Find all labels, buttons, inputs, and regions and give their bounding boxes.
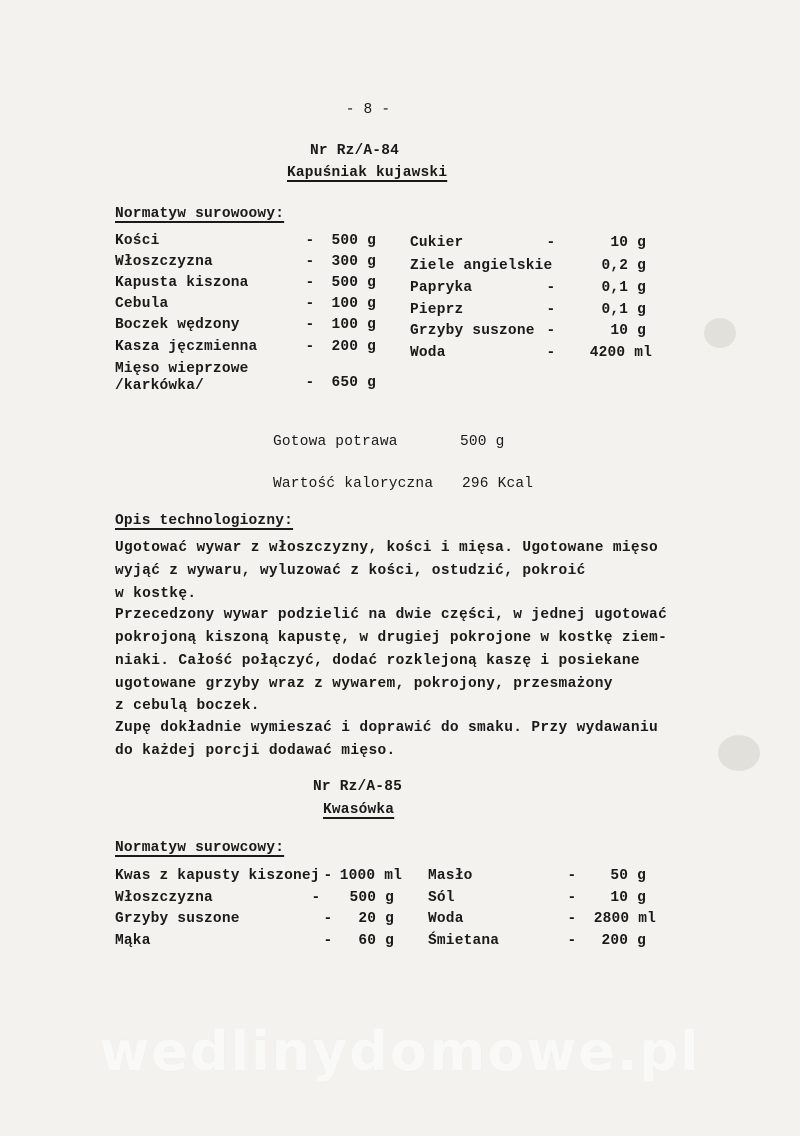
dash: - xyxy=(305,375,315,391)
ready-dish-label: Gotowa potrawa xyxy=(273,434,398,450)
normative-heading: Normatyw surowcowy: xyxy=(115,840,285,856)
ingredient-qty: 1000 ml xyxy=(339,868,402,884)
dash: - xyxy=(546,235,556,251)
description-line: Ugotować wywar z włoszczyzny, kości i mięsa. Ugotowane mięso xyxy=(115,540,659,556)
dash: - xyxy=(305,339,315,355)
ingredient-qty: 200 g xyxy=(601,933,646,949)
ingredient-name: Kapusta kiszona xyxy=(115,275,249,291)
recipe-number: Nr Rz/A-84 xyxy=(310,143,400,159)
ingredient-qty: 300 g xyxy=(331,254,376,270)
dash: - xyxy=(546,345,556,361)
ingredient-qty: 0,2 g xyxy=(601,258,646,274)
ingredient-name: Kasza jęczmienna xyxy=(115,339,258,355)
ingredient-name: Woda xyxy=(428,911,464,927)
ingredient-name: Grzyby suszone xyxy=(410,323,535,339)
dash: - xyxy=(311,890,321,906)
paper-mark xyxy=(718,735,760,771)
ingredient-name: Papryka xyxy=(410,280,473,296)
ingredient-qty: 200 g xyxy=(331,339,376,355)
calorie-label: Wartość kaloryczna xyxy=(273,476,434,492)
ingredient-name-cont: /karkówka/ xyxy=(115,378,205,394)
dash: - xyxy=(567,890,577,906)
ingredient-name: Woda xyxy=(410,345,446,361)
dash: - xyxy=(546,323,556,339)
ingredient-name: Pieprz xyxy=(410,302,464,318)
ingredient-name: Grzyby suszone xyxy=(115,911,240,927)
description-line: Przecedzony wywar podzielić na dwie części, w jednej ugotować xyxy=(115,607,668,623)
dash: - xyxy=(305,233,315,249)
ingredient-name: Cukier xyxy=(410,235,464,251)
dash: - xyxy=(323,933,333,949)
dash: - xyxy=(567,933,577,949)
normative-heading: Normatyw surowoowy: xyxy=(115,206,285,222)
ingredient-name: Włoszczyzna xyxy=(115,254,213,270)
description-line: w kostkę. xyxy=(115,586,197,602)
ingredient-qty: 0,1 g xyxy=(601,280,646,296)
ingredient-name: Mąka xyxy=(115,933,151,949)
ingredient-qty: 0,1 g xyxy=(601,302,646,318)
ingredient-qty: 10 g xyxy=(610,890,646,906)
ingredient-qty: 500 g xyxy=(331,275,376,291)
dash: - xyxy=(567,911,577,927)
ingredient-qty: 10 g xyxy=(610,323,646,339)
ingredient-name: Sól xyxy=(428,890,455,906)
watermark: wedlinydomowe.pl xyxy=(99,1020,701,1083)
ingredient-qty: 2800 ml xyxy=(593,911,656,927)
ingredient-name: Kości xyxy=(115,233,160,249)
description-line: z cebulą boczek. xyxy=(115,698,260,714)
description-line: do każdej porcji dodawać mięso. xyxy=(115,743,396,759)
ingredient-name: Masło xyxy=(428,868,473,884)
ingredient-qty: 100 g xyxy=(331,296,376,312)
description-line: wyjąć z wywaru, wyluzować z kości, ostudzić, pokroić xyxy=(115,563,586,579)
dash: - xyxy=(305,296,315,312)
ingredient-name: Cebula xyxy=(115,296,169,312)
recipe-title: Kwasówka xyxy=(323,802,395,818)
ingredient-qty: 4200 ml xyxy=(589,345,652,361)
ingredient-name: Ziele angielskie xyxy=(410,258,553,274)
dash: - xyxy=(323,868,333,884)
description-line: pokrojoną kiszoną kapustę, w drugiej pokrojone w kostkę ziem- xyxy=(115,630,668,646)
ingredient-qty: 100 g xyxy=(331,317,376,333)
ingredient-name: Boczek wędzony xyxy=(115,317,240,333)
ingredient-name: Włoszczyzna xyxy=(115,890,213,906)
paper-mark xyxy=(704,318,736,348)
recipe-title: Kapuśniak kujawski xyxy=(287,165,448,181)
dash: - xyxy=(323,911,333,927)
dash: - xyxy=(305,317,315,333)
technology-heading: Opis technologiozny: xyxy=(115,513,294,529)
calorie-value: 296 Kcal xyxy=(462,476,534,492)
dash: - xyxy=(305,254,315,270)
ingredient-qty: 500 g xyxy=(331,233,376,249)
ingredient-name: Mięso wieprzowe xyxy=(115,361,249,377)
dash: - xyxy=(567,868,577,884)
dash: - xyxy=(546,280,556,296)
description-line: niaki. Całość połączyć, dodać rozklejoną kaszę i posiekane xyxy=(115,653,640,669)
recipe-number: Nr Rz/A-85 xyxy=(313,779,403,795)
ingredient-name: Kwas z kapusty kiszonej xyxy=(115,868,320,884)
description-line: Zupę dokładnie wymieszać i doprawić do smaku. Przy wydawaniu xyxy=(115,720,659,736)
ingredient-qty: 650 g xyxy=(331,375,376,391)
ready-dish-value: 500 g xyxy=(460,434,505,450)
dash: - xyxy=(305,275,315,291)
description-line: ugotowane grzyby wraz z wywarem, pokrojony, przesmażony xyxy=(115,676,613,692)
ingredient-qty: 20 g xyxy=(358,911,394,927)
ingredient-qty: 60 g xyxy=(358,933,394,949)
page-number: - 8 - xyxy=(345,102,391,118)
ingredient-qty: 500 g xyxy=(349,890,394,906)
ingredient-qty: 10 g xyxy=(610,235,646,251)
dash: - xyxy=(546,302,556,318)
ingredient-name: Śmietana xyxy=(428,933,500,949)
ingredient-qty: 50 g xyxy=(610,868,646,884)
